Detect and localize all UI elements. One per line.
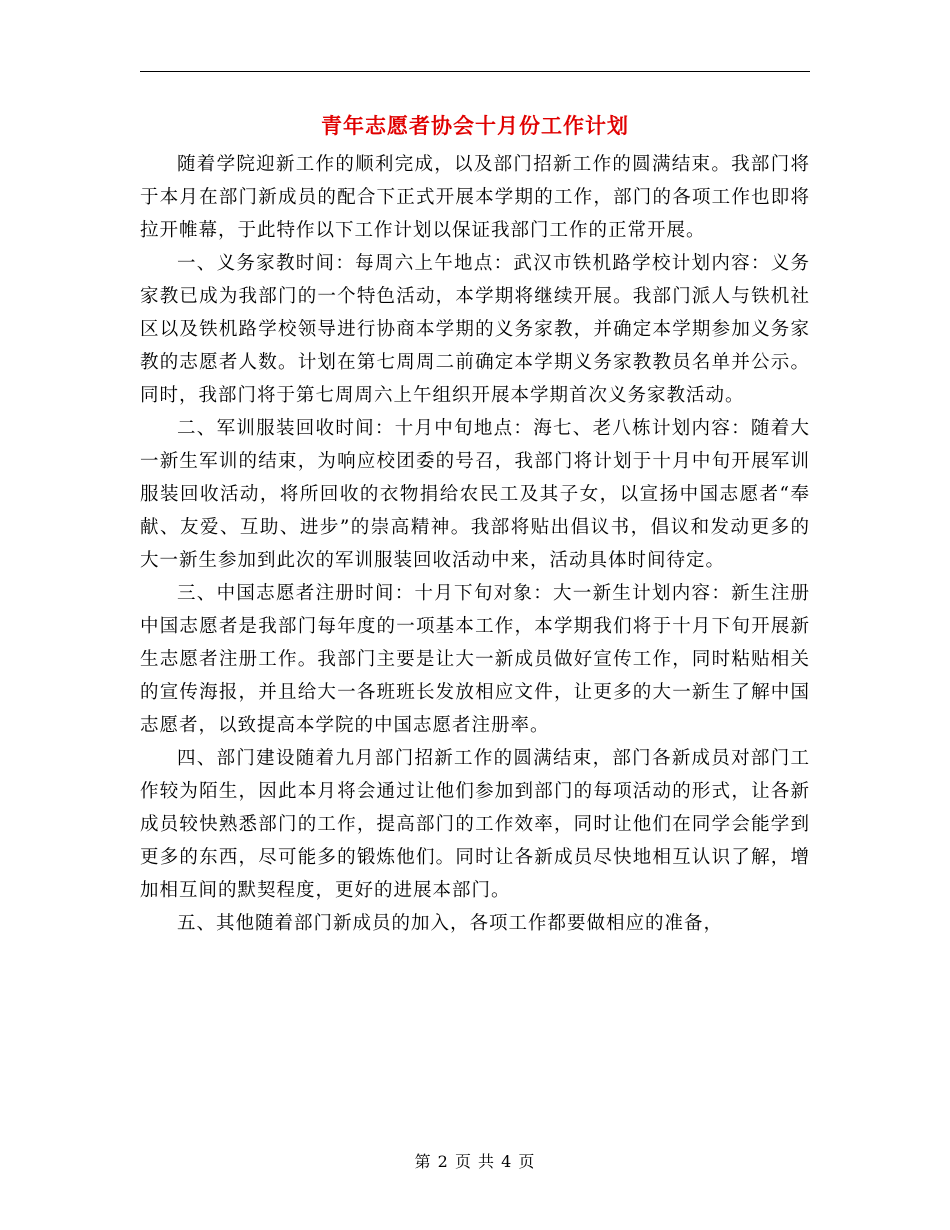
paragraph-uniform-collection: 二、军训服装回收时间：十月中旬地点：海七、老八栋计划内容：随着大一新生军训的结束，为响应校团委的号召，我部门将计划于十月中旬开展军训服装回收活动，将所回收的衣物捐给农民工及其子女，以宣扬中国志愿者“奉献、友爱、互助、进步”的崇高精神。我部将贴出倡议书，倡议和发动更多的大一新生参加到此次的军训服装回收活动中来，活动具体时间待定。 [140, 418, 810, 571]
paragraph-department-building: 四、部门建设随着九月部门招新工作的圆满结束，部门各新成员对部门工作较为陌生，因此本月将会通过让他们参加到部门的每项活动的形式，让各新成员较快熟悉部门的工作，提高部门的工作效率，同时让他们在同学会能学到更多的东西，尽可能多的锻炼他们。同时让各新成员尽快地相互认识了解，增加相互间的默契程度，更好的进展本部门。 [140, 748, 810, 901]
paragraph-volunteer-registration: 三、中国志愿者注册时间：十月下旬对象：大一新生计划内容：新生注册中国志愿者是我部门每年度的一项基本工作，本学期我们将于十月下旬开展新生志愿者注册工作。我部门主要是让大一新成员做好宣传工作，同时粘贴相关的宣传海报，并且给大一各班班长发放相应文件，让更多的大一新生了解中国志愿者，以致提高本学院的中国志愿者注册率。 [140, 583, 810, 736]
document-body [140, 148, 810, 940]
paragraph-intro: 随着学院迎新工作的顺利完成，以及部门招新工作的圆满结束。我部门将于本月在部门新成员的配合下正式开展本学期的工作，部门的各项工作也即将拉开帷幕，于此特作以下工作计划以保证我部门工作的正常开展。 [140, 154, 810, 241]
page-number-footer: 第 2 页 共 4 页 [414, 1152, 536, 1171]
paragraph-tutoring: 一、义务家教时间：每周六上午地点：武汉市铁机路学校计划内容：义务家教已成为我部门的一个特色活动，本学期将继续开展。我部门派人与铁机社区以及铁机路学校领导进行协商本学期的义务家教，并确定本学期参加义务家教的志愿者人数。计划在第七周周二前确定本学期义务家教教员名单并公示。同时，我部门将于第七周周六上午组织开展本学期首次义务家教活动。 [140, 253, 810, 406]
header-rule [140, 71, 810, 72]
document-title: 青年志愿者协会十月份工作计划 [321, 113, 629, 138]
paragraph-other: 五、其他随着部门新成员的加入，各项工作都要做相应的准备， [177, 913, 724, 934]
